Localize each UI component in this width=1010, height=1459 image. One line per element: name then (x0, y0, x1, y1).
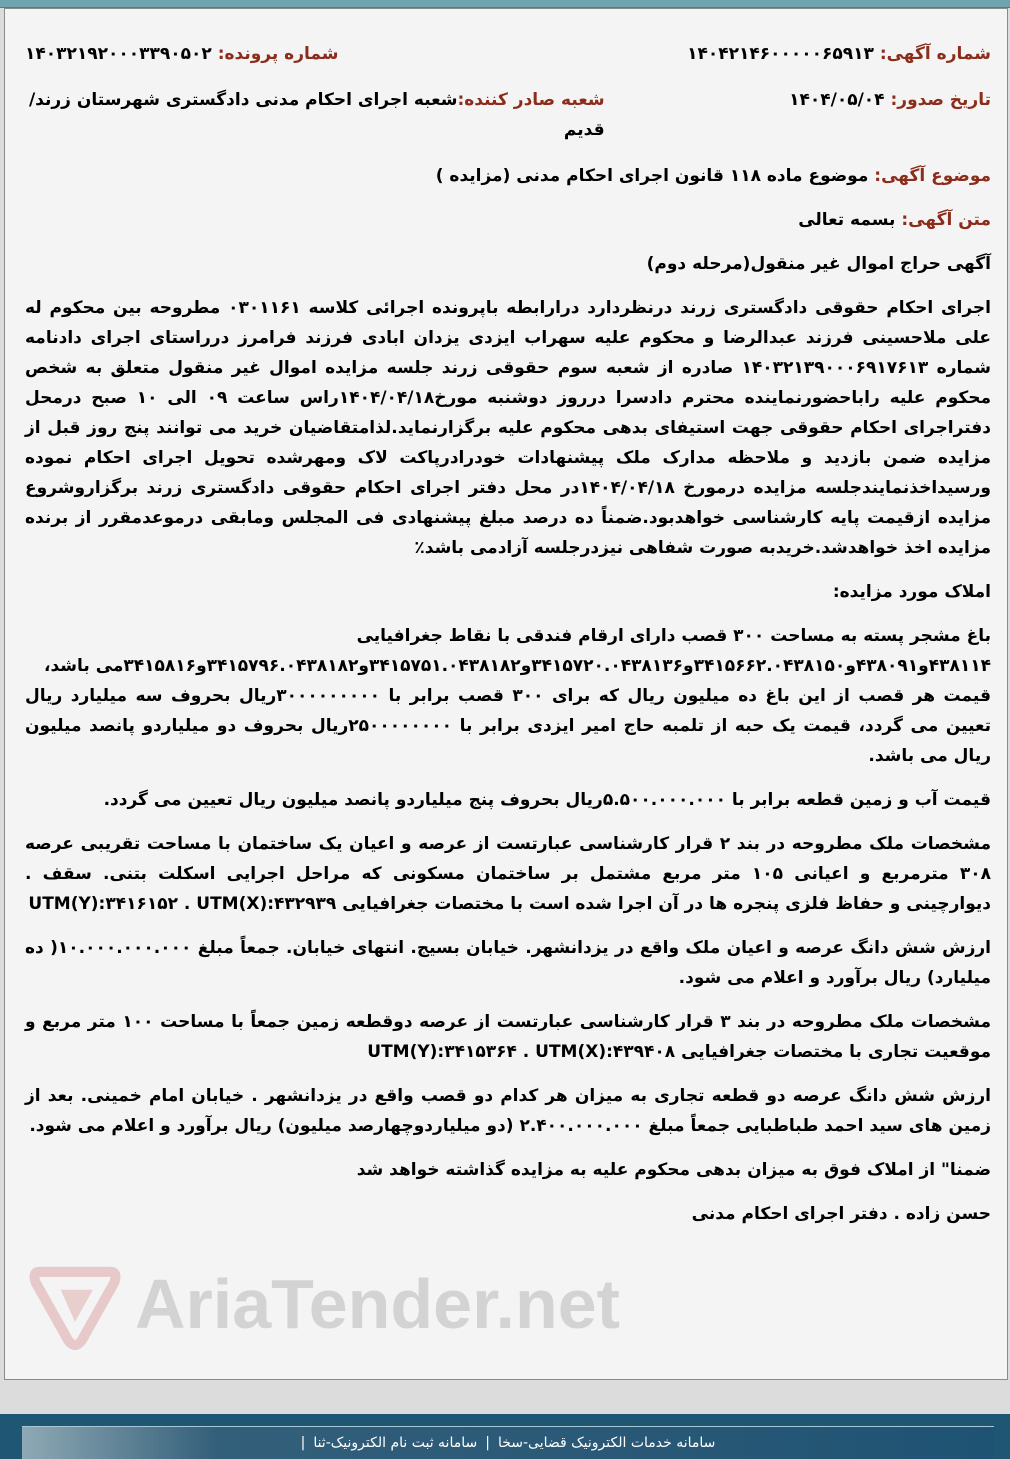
issuing-branch (25, 85, 605, 145)
notice-text-label: متن آگهی: (901, 210, 991, 230)
notice-number-label: شماره آگهی: (879, 44, 991, 64)
property-3-description: مشخصات ملک مطروحه در بند ۳ قرار کارشناسی عبارتست از عرصه دوقطعه زمین جمعاً با مساحت ۱۰۰ متر مربع و موقعیت تجاری با مختصات جغرافیایی UTM(Y):۳۴۱۵۳۶۴ . UTM(X):۴۳۹۴۰۸ (25, 1012, 991, 1062)
closing-note: ضمنا" از املاک فوق به میزان بدهی محکوم علیه به مزایده گذاشته خواهد شد (356, 1160, 991, 1180)
case-number (25, 39, 339, 69)
notice-subject-label: موضوع آگهی: (874, 166, 991, 186)
property-1-description: باغ مشجر پسته به مساحت ۳۰۰ قصب دارای ارقام فندقی با نقاط جغرافیایی (356, 626, 991, 646)
signature: حسن زاده . دفتر اجرای احکام مدنی (691, 1204, 991, 1224)
property-2-value: ارزش شش دانگ عرصه و اعیان ملک واقع در یزدانشهر. خیابان بسیج. انتهای خیابان. جمعاً مبلغ ۱۰.۰۰۰.۰۰۰.۰۰۰( ده میلیارد) ریال برآورد و اعلام می شود. (25, 938, 991, 988)
issue-date (789, 85, 991, 145)
header-row-2 (25, 85, 991, 145)
footer-links (297, 1435, 720, 1451)
watermark-text: AriaTender.net (135, 1265, 620, 1343)
property-water-land-price: قیمت آب و زمین قطعه برابر با ۵.۵۰۰.۰۰۰.۰۰۰ریال بحروف پنج میلیاردو پانصد میلیون ریال تعیین می گردد. (103, 790, 991, 810)
footer-link-sana[interactable]: سامانه ثبت نام الکترونیک-ثنا (313, 1435, 478, 1451)
notice-subject-value: موضوع ماده ۱۱۸ قانون اجرای احکام مدنی (مزایده ) (435, 166, 869, 186)
issue-date-label: تاریخ صدور: (890, 90, 991, 110)
property-1-price: قیمت هر قصب از این باغ ده میلیون ریال که برای ۳۰۰ قصب برابر با ۳۰۰۰۰۰۰۰۰۰ریال بحروف سه میلیارد ریال تعیین می گردد، قیمت یک حبه از تلمبه حاج امیر ایزدی برابر با ۲۵۰۰۰۰۰۰۰۰ریال بحروف دو میلیاردو پانصد میلیون ریال می باشد. (25, 686, 991, 766)
case-number-value: ۱۴۰۳۲۱۹۲۰۰۰۳۳۹۰۵۰۲ (25, 44, 212, 64)
notice-title: آگهی حراج اموال غیر منقول(مرحله دوم) (646, 254, 991, 274)
issuing-branch-label: شعبه صادر کننده: (457, 90, 605, 110)
notice-text-start (25, 205, 991, 235)
property-3-value: ارزش شش دانگ عرصه دو قطعه تجاری به میزان هر کدام دو قصب واقع در یزدانشهر . خیابان امام خمینی. بعد از زمین های سید احمد طباطبایی جمعاً مبلغ ۲.۴۰۰.۰۰۰.۰۰۰ (دو میلیاردوچهارصد میلیون) ریال برآورد و اعلام می شود. (25, 1086, 991, 1136)
properties-heading: املاک مورد مزایده: (832, 582, 991, 602)
header-row-1 (25, 39, 991, 69)
footer-link-sakha[interactable]: سامانه خدمات الکترونیک قضایی-سخا (497, 1435, 716, 1451)
issue-date-value: ۱۴۰۴/۰۵/۰۴ (789, 90, 885, 110)
notice-panel (4, 8, 1008, 1380)
case-number-label: شماره پرونده: (217, 44, 339, 64)
footer-background (0, 1414, 1010, 1459)
property-2-description: مشخصات ملک مطروحه در بند ۲ قرار کارشناسی عبارتست از عرصه و اعیان یک ساختمان با مساحت تقریبی عرصه ۳۰۸ مترمربع و اعیانی ۱۰۵ متر مربع مشتمل بر ساختمان مسکونی که مراحل اجرایی اسکلت بتنی. سقف . دیوارچینی و حفاظ فلزی پنجره ها در آن اجرا شده است با مختصات جغرافیایی UTM(Y):۳۴۱۶۱۵۲ . UTM(X):۴۳۲۹۳۹ (25, 834, 991, 914)
top-bar (0, 0, 1010, 8)
watermark (25, 1249, 991, 1359)
notice-number-value: ۱۴۰۴۲۱۴۶۰۰۰۰۰۶۵۹۱۳ (687, 44, 874, 64)
notice-content (25, 39, 991, 1229)
issuing-branch-value: شعبه اجرای احکام مدنی دادگستری شهرستان زرند/قدیم (28, 90, 605, 140)
footer-separator: | (300, 1435, 306, 1451)
property-1-coordinates: ۴۳۸۱۱۴و۴۳۸۰۹۱و۳۴۱۵۶۶۲.۰۴۳۸۱۵۰و۳۴۱۵۷۲۰.۰۴۳۸۱۳۶و۳۴۱۵۷۵۱.۰۴۳۸۱۸۲و۳۴۱۵۷۹۶.۰۴۳۸۱۸۲و۳۴۱۵۸۱۶می باشد، (44, 656, 991, 676)
notice-number (687, 39, 991, 69)
notice-subject (25, 161, 991, 191)
footer-separator: | (485, 1435, 490, 1451)
aria-tender-logo-icon (25, 1254, 125, 1354)
paragraph-auction-details: اجرای احکام حقوقی دادگستری زرند درنظردارد درارابطه باپرونده اجرائی کلاسه ۰۳۰۱۱۶۱ مطروحه بین محکوم له علی ملاحسینی فرزند عبدالرضا و محکوم علیه سهراب ایزدی یزدان ابادی فرزند فرامرز درراستای اجرای دادنامه شماره ۱۴۰۳۲۱۳۹۰۰۰۶۹۱۷۶۱۳ صادره از شعبه سوم حقوقی زرند جلسه مزایده اموال غیر منقول متعلق به شخص محکوم علیه راباحضورنماینده محترم دادسرا درروز دوشنبه مورخ۱۴۰۴/۰۴/۱۸راس ساعت ۰۹ الی ۱۰ صبح درمحل دفتراجرای احکام حقوقی جهت استیفای بدهی محکوم علیه برگزارنماید.لذامتقاضیان خرید می توانند پنج روز قبل از مزایده ضمن بازدید و ملاحظه مدارک ملک پیشنهادات خودرادرپاکت لاک ومهرشده تحویل اجرای احکام نموده ورسیداخذنمایندجلسه مزایده درمورخ ۱۴۰۴/۰۴/۱۸در محل دفتر اجرای احکام حقوقی دادگستری زرند برگزاروشروع مزایده ازقیمت پایه کارشناسی خواهدبود.ضمناً ده درصد مبلغ پیشنهادی فی المجلس ومابقی درموعدمقرر از برنده مزایده اخذ خواهدشد.خریدبه صورت شفاهی نیزدرجلسه آزادمی باشد٪ (25, 298, 992, 558)
footer-bar (22, 1426, 994, 1459)
notice-text-opening: بسمه تعالی (798, 210, 896, 230)
